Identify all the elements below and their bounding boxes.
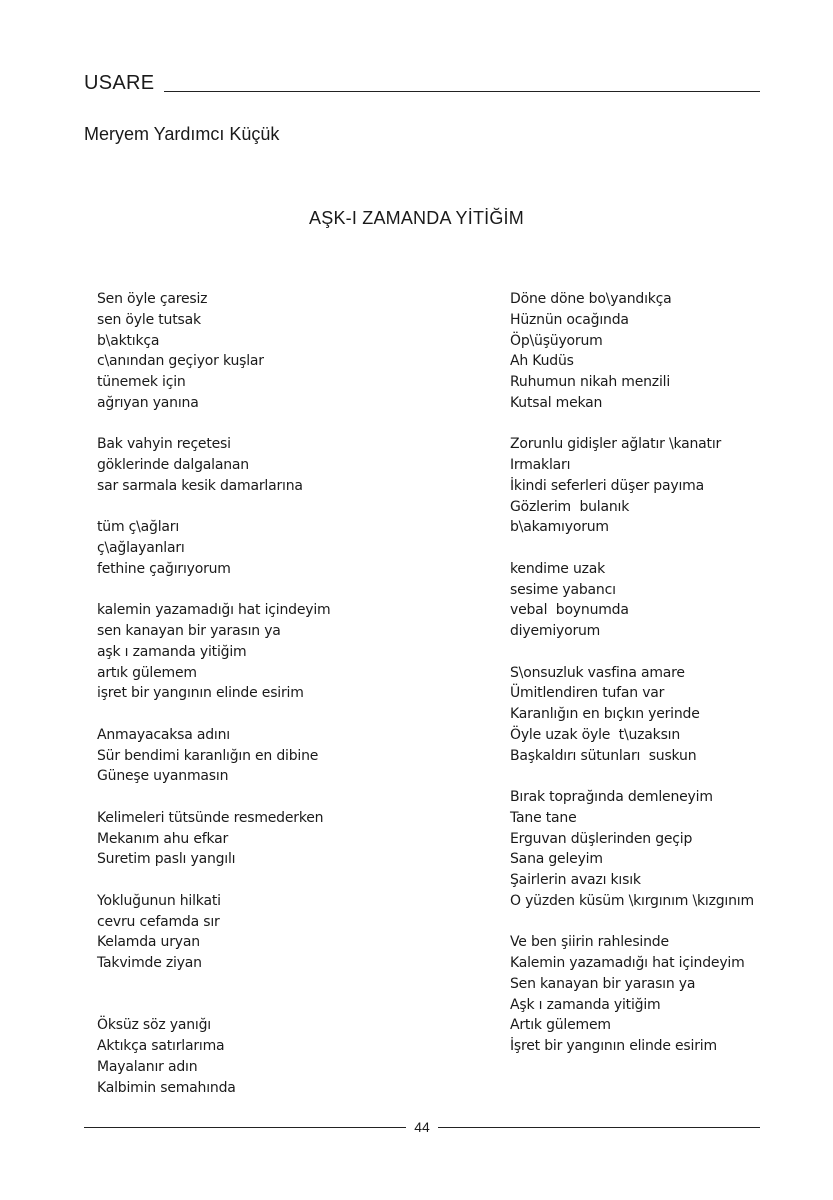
poem-line: cevru cefamda sır — [97, 913, 220, 930]
poem-line: Ve ben şiirin rahlesinde — [510, 934, 669, 951]
poem-line: Aktıkça satırlarıma — [97, 1038, 225, 1054]
poem-line: Mekanım ahu efkar — [97, 830, 229, 847]
poem-line: artık gülemem — [97, 664, 197, 681]
stanza — [97, 891, 467, 974]
poem-line: aşk ı zamanda yitiğim — [97, 643, 247, 660]
stanza — [97, 1015, 467, 1098]
poem-line: İşret bir yangının elinde esirim — [510, 1038, 717, 1054]
footer-rule-right — [438, 1127, 760, 1128]
stanza — [97, 600, 467, 704]
poem-line: Zorunlu gidişler ağlatır \kanatır — [510, 436, 722, 453]
poem-line: Kalbimin semahında — [97, 1079, 236, 1096]
stanza — [97, 808, 467, 870]
poem-line: Öp\üşüyorum — [510, 332, 603, 349]
poem-line: Bırak toprağında demleneyim — [510, 789, 713, 805]
poem-line: Gözlerim bulanık — [510, 498, 630, 515]
poem-line: Güneşe uyanmasın — [97, 768, 229, 785]
stanza — [510, 787, 810, 912]
stanza — [97, 434, 467, 496]
poem-line: b\akamıyorum — [510, 519, 609, 536]
stanza — [510, 559, 810, 642]
poem-line: Karanlığın en bıçkın yerinde — [510, 706, 700, 722]
stanza — [97, 289, 467, 414]
poem-line: Ümitlendiren tufan var — [510, 685, 665, 702]
poem-line: Irmakları — [510, 457, 571, 473]
poem-line: Döne döne bo\yandıkça — [510, 291, 672, 307]
poem-line: sen öyle tutsak — [97, 311, 201, 328]
poem-line: Yokluğunun hilkati — [97, 892, 221, 909]
poem-line: göklerinde dalgalanan — [97, 457, 249, 473]
poem-line: Hüznün ocağında — [510, 311, 629, 328]
poem-line: Şairlerin avazı kısık — [510, 872, 641, 888]
poem-line: Bak vahyin reçetesi — [97, 436, 231, 453]
poem-line: c\anından geçiyor kuşlar — [97, 353, 264, 370]
poem-line: O yüzden küsüm \kırgınım \kızgınım — [510, 892, 754, 909]
poem-line: Mayalanır adın — [97, 1058, 198, 1075]
poem-line: Sen kanayan bir yarasın ya — [510, 975, 696, 992]
stanza — [97, 725, 467, 787]
author-name: Meryem Yardımcı Küçük — [84, 124, 280, 144]
stanza — [510, 932, 810, 1057]
header-rule — [164, 91, 760, 92]
poem-line: kalemin yazamadığı hat içindeyim — [97, 602, 331, 619]
poem-line: sar sarmala kesik damarlarına — [97, 477, 303, 494]
stanza — [510, 434, 810, 538]
poem-line: Sür bendimi karanlığın en dibine — [97, 747, 319, 764]
stanza — [510, 663, 810, 767]
poem-line: Aşk ı zamanda yitiğim — [510, 996, 661, 1013]
poem-column-left — [97, 289, 467, 1119]
poem-line: Ruhumun nikah menzili — [510, 374, 671, 390]
poem-title: AŞK-I ZAMANDA YİTİĞİM — [309, 208, 524, 228]
poem-line: Erguvan düşlerinden geçip — [510, 830, 693, 847]
poem-line: tünemek için — [97, 374, 186, 390]
poem-line: Kelimeleri tütsünde resmederken — [97, 809, 324, 826]
poem-line: İkindi seferleri düşer payıma — [510, 477, 704, 494]
journal-title: USARE — [84, 72, 155, 94]
page-footer — [84, 1118, 760, 1138]
stanza — [510, 289, 810, 414]
poem-line: Öyle uzak öyle t\uzaksın — [510, 726, 681, 743]
poem-line: sesime yabancı — [510, 581, 616, 598]
poem-line: Tane tane — [510, 809, 577, 826]
page-number: 44 — [414, 1119, 430, 1135]
poem-line: Öksüz söz yanığı — [97, 1017, 211, 1034]
poem-line: kendime uzak — [510, 560, 606, 577]
poem-line: Suretim paslı yangılı — [97, 851, 236, 868]
poem-line: ç\ağlayanları — [97, 540, 185, 556]
poem-line: Başkaldırı sütunları suskun — [510, 747, 697, 764]
poem-line: Anmayacaksa adını — [97, 726, 230, 743]
poem-line: tüm ç\ağları — [97, 519, 180, 536]
poem-line: diyemiyorum — [510, 623, 601, 639]
poem-line: işret bir yangının elinde esirim — [97, 685, 304, 702]
running-header — [84, 72, 760, 94]
poem-column-right — [510, 289, 810, 1078]
stanza — [97, 517, 467, 579]
poem-line: S\onsuzluk vasfina amare — [510, 664, 685, 681]
poem-line: Kelamda uryan — [97, 934, 200, 951]
poem-line: sen kanayan bir yarasın ya — [97, 623, 281, 639]
poem-line: vebal boynumda — [510, 602, 629, 619]
poem-line: ağrıyan yanına — [97, 394, 199, 411]
poem-line: Takvimde ziyan — [97, 955, 202, 971]
poem-line: Sen öyle çaresiz — [97, 291, 208, 307]
footer-rule-left — [84, 1127, 406, 1128]
poem-line: b\aktıkça — [97, 332, 160, 349]
poem-line: Sana geleyim — [510, 851, 603, 868]
poem-line: Artık gülemem — [510, 1017, 611, 1034]
poem-line: Kutsal mekan — [510, 394, 603, 411]
poem-line: fethine çağırıyorum — [97, 560, 231, 577]
poem-line: Ah Kudüs — [510, 353, 574, 370]
poem-line: Kalemin yazamadığı hat içindeyim — [510, 955, 745, 971]
